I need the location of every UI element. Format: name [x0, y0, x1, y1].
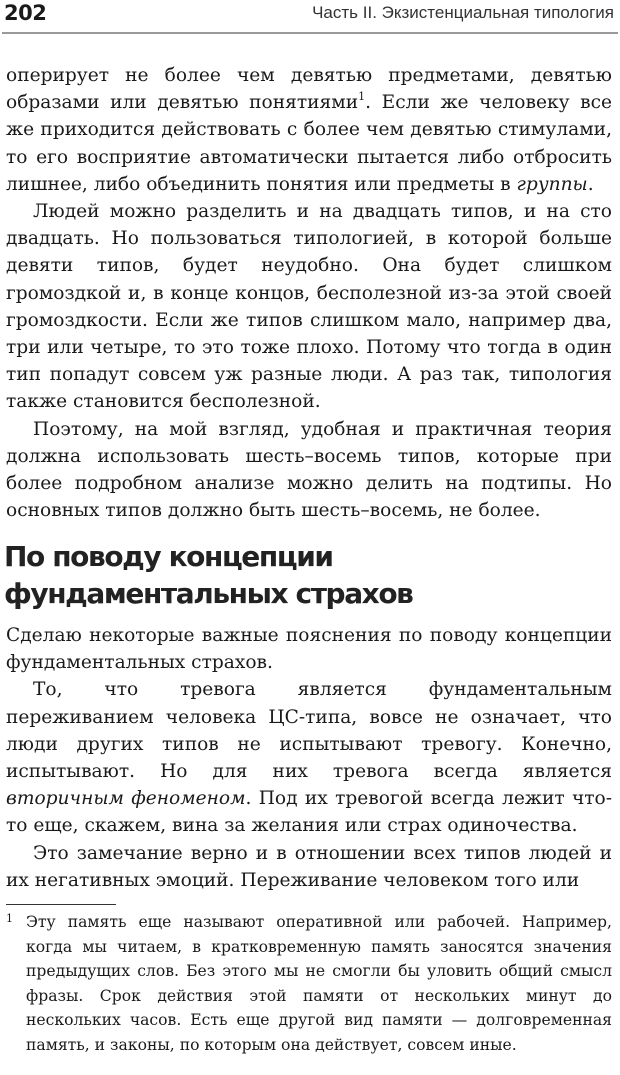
- running-title: Часть II. Экзистенциальная типология: [312, 3, 614, 22]
- page-number: 202: [4, 1, 47, 25]
- text-span: . Под их тревогой всегда лежит что-то еще, скажем, вина за желания или страх одиночества.: [6, 788, 612, 837]
- paragraph: Сделаю некоторые важные пояснения по поводу концепции фундаментальных страхов.: [6, 625, 612, 674]
- body-text-top: [6, 62, 612, 524]
- paragraph: [6, 676, 612, 839]
- footnotes: [6, 910, 612, 1058]
- footnote-divider: [6, 904, 116, 905]
- text-span: .: [587, 173, 594, 195]
- footnote-reference: 1: [358, 90, 366, 104]
- paragraph: Это замечание верно и в отношении всех типов людей и их негативных эмоций. Переживание человеком того или: [6, 842, 612, 891]
- paragraph: Поэтому, на мой взгляд, удобная и практичная теория должна использовать шесть–восемь типов, которые при более подробном анализе можно делить на подтипы. Но основных типов должно быть шесть–восемь, не более.: [6, 418, 612, 522]
- text-span: То, что тревога является фундаментальным переживанием человека ЦС-типа, вовсе не означает, что люди других типов не испытывают тревогу. Конечно, испытывают. Но для них тревога всегда является: [6, 679, 612, 783]
- footnote: [6, 910, 612, 1058]
- paragraph: Людей можно разделить и на двадцать типов, и на сто двадцать. Но пользоваться типологией, в которой больше девяти типов, будет неудобно. Она будет слишком громоздкой и, в конце концов, бесполезной из-за этой своей громоздкости. Если же типов слишком мало, например два, три или четыре, то это тоже плохо. Потому что тогда в один тип попадут совсем уж разные люди. А раз так, типология также становится бесполезной.: [6, 201, 612, 413]
- text-span: . Если же человеку все же приходится действовать с более чем девятью стимулами, то его восприятие автоматически пытается либо отбросить лишнее, либо объединить понятия или предметы в: [6, 92, 613, 195]
- footnote-text: Эту память еще называют оперативной или рабочей. Например, когда мы читаем, в кратковременную память заносятся значения предыдущих слов. Без этого мы не смогли бы уловить общий смысл фразы. Срок действия этой памяти от нескольких минут до нескольких часов. Есть еще другой вид памяти — долговременная память, и законы, по которым она действует, совсем иные.: [26, 913, 612, 1054]
- footnote-number: 1: [6, 912, 13, 925]
- emphasis: группы: [516, 173, 588, 195]
- section-heading: По поводу концепции фундаментальных страхов: [4, 540, 413, 610]
- paragraph: [6, 62, 612, 198]
- text-span: оперирует не более чем девятью предметами, девятью образами или девятью понятиями: [6, 65, 612, 114]
- emphasis: вторичным феноменом: [6, 788, 246, 810]
- page-header: [2, 0, 618, 34]
- body-text-bottom: [6, 622, 612, 894]
